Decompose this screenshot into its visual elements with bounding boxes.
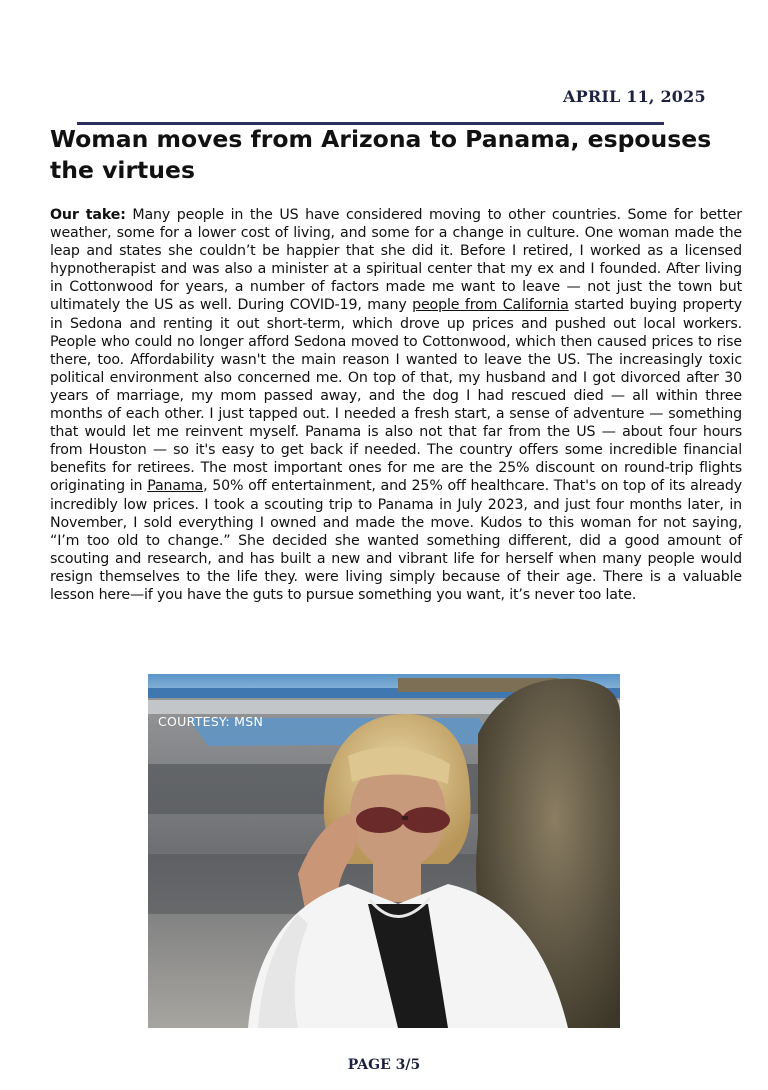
article-date: APRIL 11, 2025 [563, 87, 706, 106]
link-people-from-california[interactable]: people from California [412, 297, 569, 314]
body-text-1: Many people in the US have considered moving to other countries. Some for better weather, some for a lower cost of living, and some for a change in culture. One woman made the leap and states she couldn’t be happier that she did it. Before I retired, I worked as a licensed hypnotherapist and was also a minister at a spiritual center that my ex and I founded. After living in Cottonwood for years, a number of factors made me want to leave — not just the town but ultimately the US as well. During COVID-19, many [50, 207, 742, 314]
article-photo [148, 674, 620, 1028]
photo-credit: COURTESY: MSN [158, 714, 264, 729]
link-panama[interactable]: Panama [147, 478, 204, 495]
article-title: Woman moves from Arizona to Panama, espouses the virtues [50, 125, 712, 184]
page-number: PAGE 3/5 [347, 1057, 421, 1073]
body-text-2: started buying property in Sedona and renting it out short-term, which drove up prices and pushed out local workers. People who could no longer afford Sedona moved to Cottonwood, which then caused prices to rise there, too. Affordability wasn't the main reason I wanted to leave the US. The increasingly toxic political environment also concerned me. On top of that, my husband and I got divorced after 30 years of marriage, my mom passed away, and the dog I had rescued died — all within three months of each other. I just tapped out. I needed a fresh start, a sense of adventure — something that would let me reinvent myself. Panama is also not that far from the US — about four hours from Houston — so it's easy to get back if needed. The country offers some incredible financial benefits for retirees. The most important ones for me are the 25% discount on round-trip flights originating in [50, 297, 742, 495]
article-body [50, 206, 742, 604]
lead-label: Our take: [50, 207, 126, 223]
body-text-3: , 50% off entertainment, and 25% off healthcare. That's on top of its already incredibly low prices. I took a scouting trip to Panama in July 2023, and just four months later, in November, I sold everything I owned and made the move. Kudos to this woman for not saying, “I’m too old to change.” She decided she wanted something different, did a good amount of scouting and research, and has built a new and vibrant life for herself when many people would resign themselves to the life they. were living simply because of their age. There is a valuable lesson here—if you have the guts to pursue something you want, it’s never too late. [50, 478, 743, 603]
